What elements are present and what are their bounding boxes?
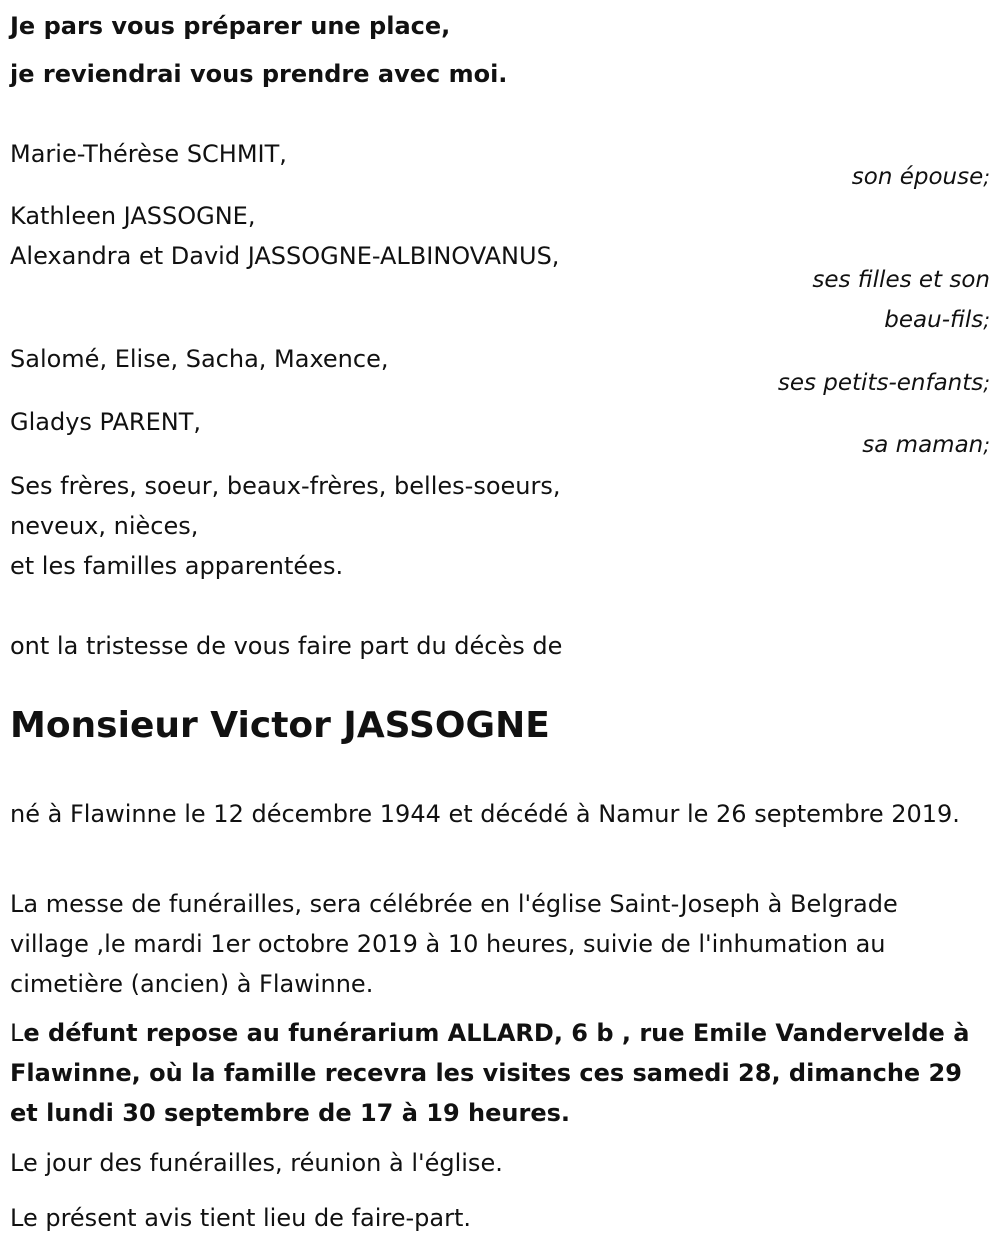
spouse-relation: son épouse; [851, 164, 990, 190]
grandchildren-relation: ses petits-enfants; [777, 370, 990, 396]
mother-relation: sa maman; [862, 432, 990, 458]
siblings-line-2: neveux, nièces, [10, 512, 199, 540]
spouse-name: Marie-Thérèse SCHMIT, [10, 140, 287, 168]
mother-name: Gladys PARENT, [10, 408, 201, 436]
birth-death-paragraph: né à Flawinne le 12 décembre 1944 et décédé à Namur le 26 septembre 2019. [10, 800, 960, 828]
daughter-2-name: Alexandra et David JASSOGNE-ALBINOVANUS, [10, 242, 560, 270]
daughter-1-name: Kathleen JASSOGNE, [10, 202, 256, 230]
epigraph-line-2: je reviendrai vous prendre avec moi. [10, 60, 508, 88]
announcement-text: ont la tristesse de vous faire part du décès de [10, 632, 563, 660]
epigraph-line-1: Je pars vous préparer une place, [10, 12, 451, 40]
mass-paragraph: La messe de funérailles, sera célébrée en l'église Saint-Joseph à Belgrade village ,le mardi 1er octobre 2019 à 10 heures, suivie de l'inhumation au cimetière (ancien) à Flawinne. [10, 890, 898, 998]
daughters-relation-line-1: ses filles et son [812, 267, 990, 293]
viewing-paragraph: Le défunt repose au funérarium ALLARD, 6 b , rue Emile Vandervelde à Flawinne, où la famille recevra les visites ces samedi 28, dimanche 29 et lundi 30 septembre de 17 à 19 heures. [10, 1019, 970, 1127]
siblings-line-1: Ses frères, soeur, beaux-frères, belles-soeurs, [10, 472, 561, 500]
notice-paragraph: Le présent avis tient lieu de faire-part. [10, 1204, 472, 1232]
deceased-name: Monsieur Victor JASSOGNE [10, 705, 550, 746]
gathering-paragraph: Le jour des funérailles, réunion à l'église. [10, 1149, 503, 1177]
daughters-relation-line-2: beau-fils; [884, 307, 990, 333]
siblings-line-3: et les familles apparentées. [10, 552, 344, 580]
grandchildren-names: Salomé, Elise, Sacha, Maxence, [10, 345, 389, 373]
